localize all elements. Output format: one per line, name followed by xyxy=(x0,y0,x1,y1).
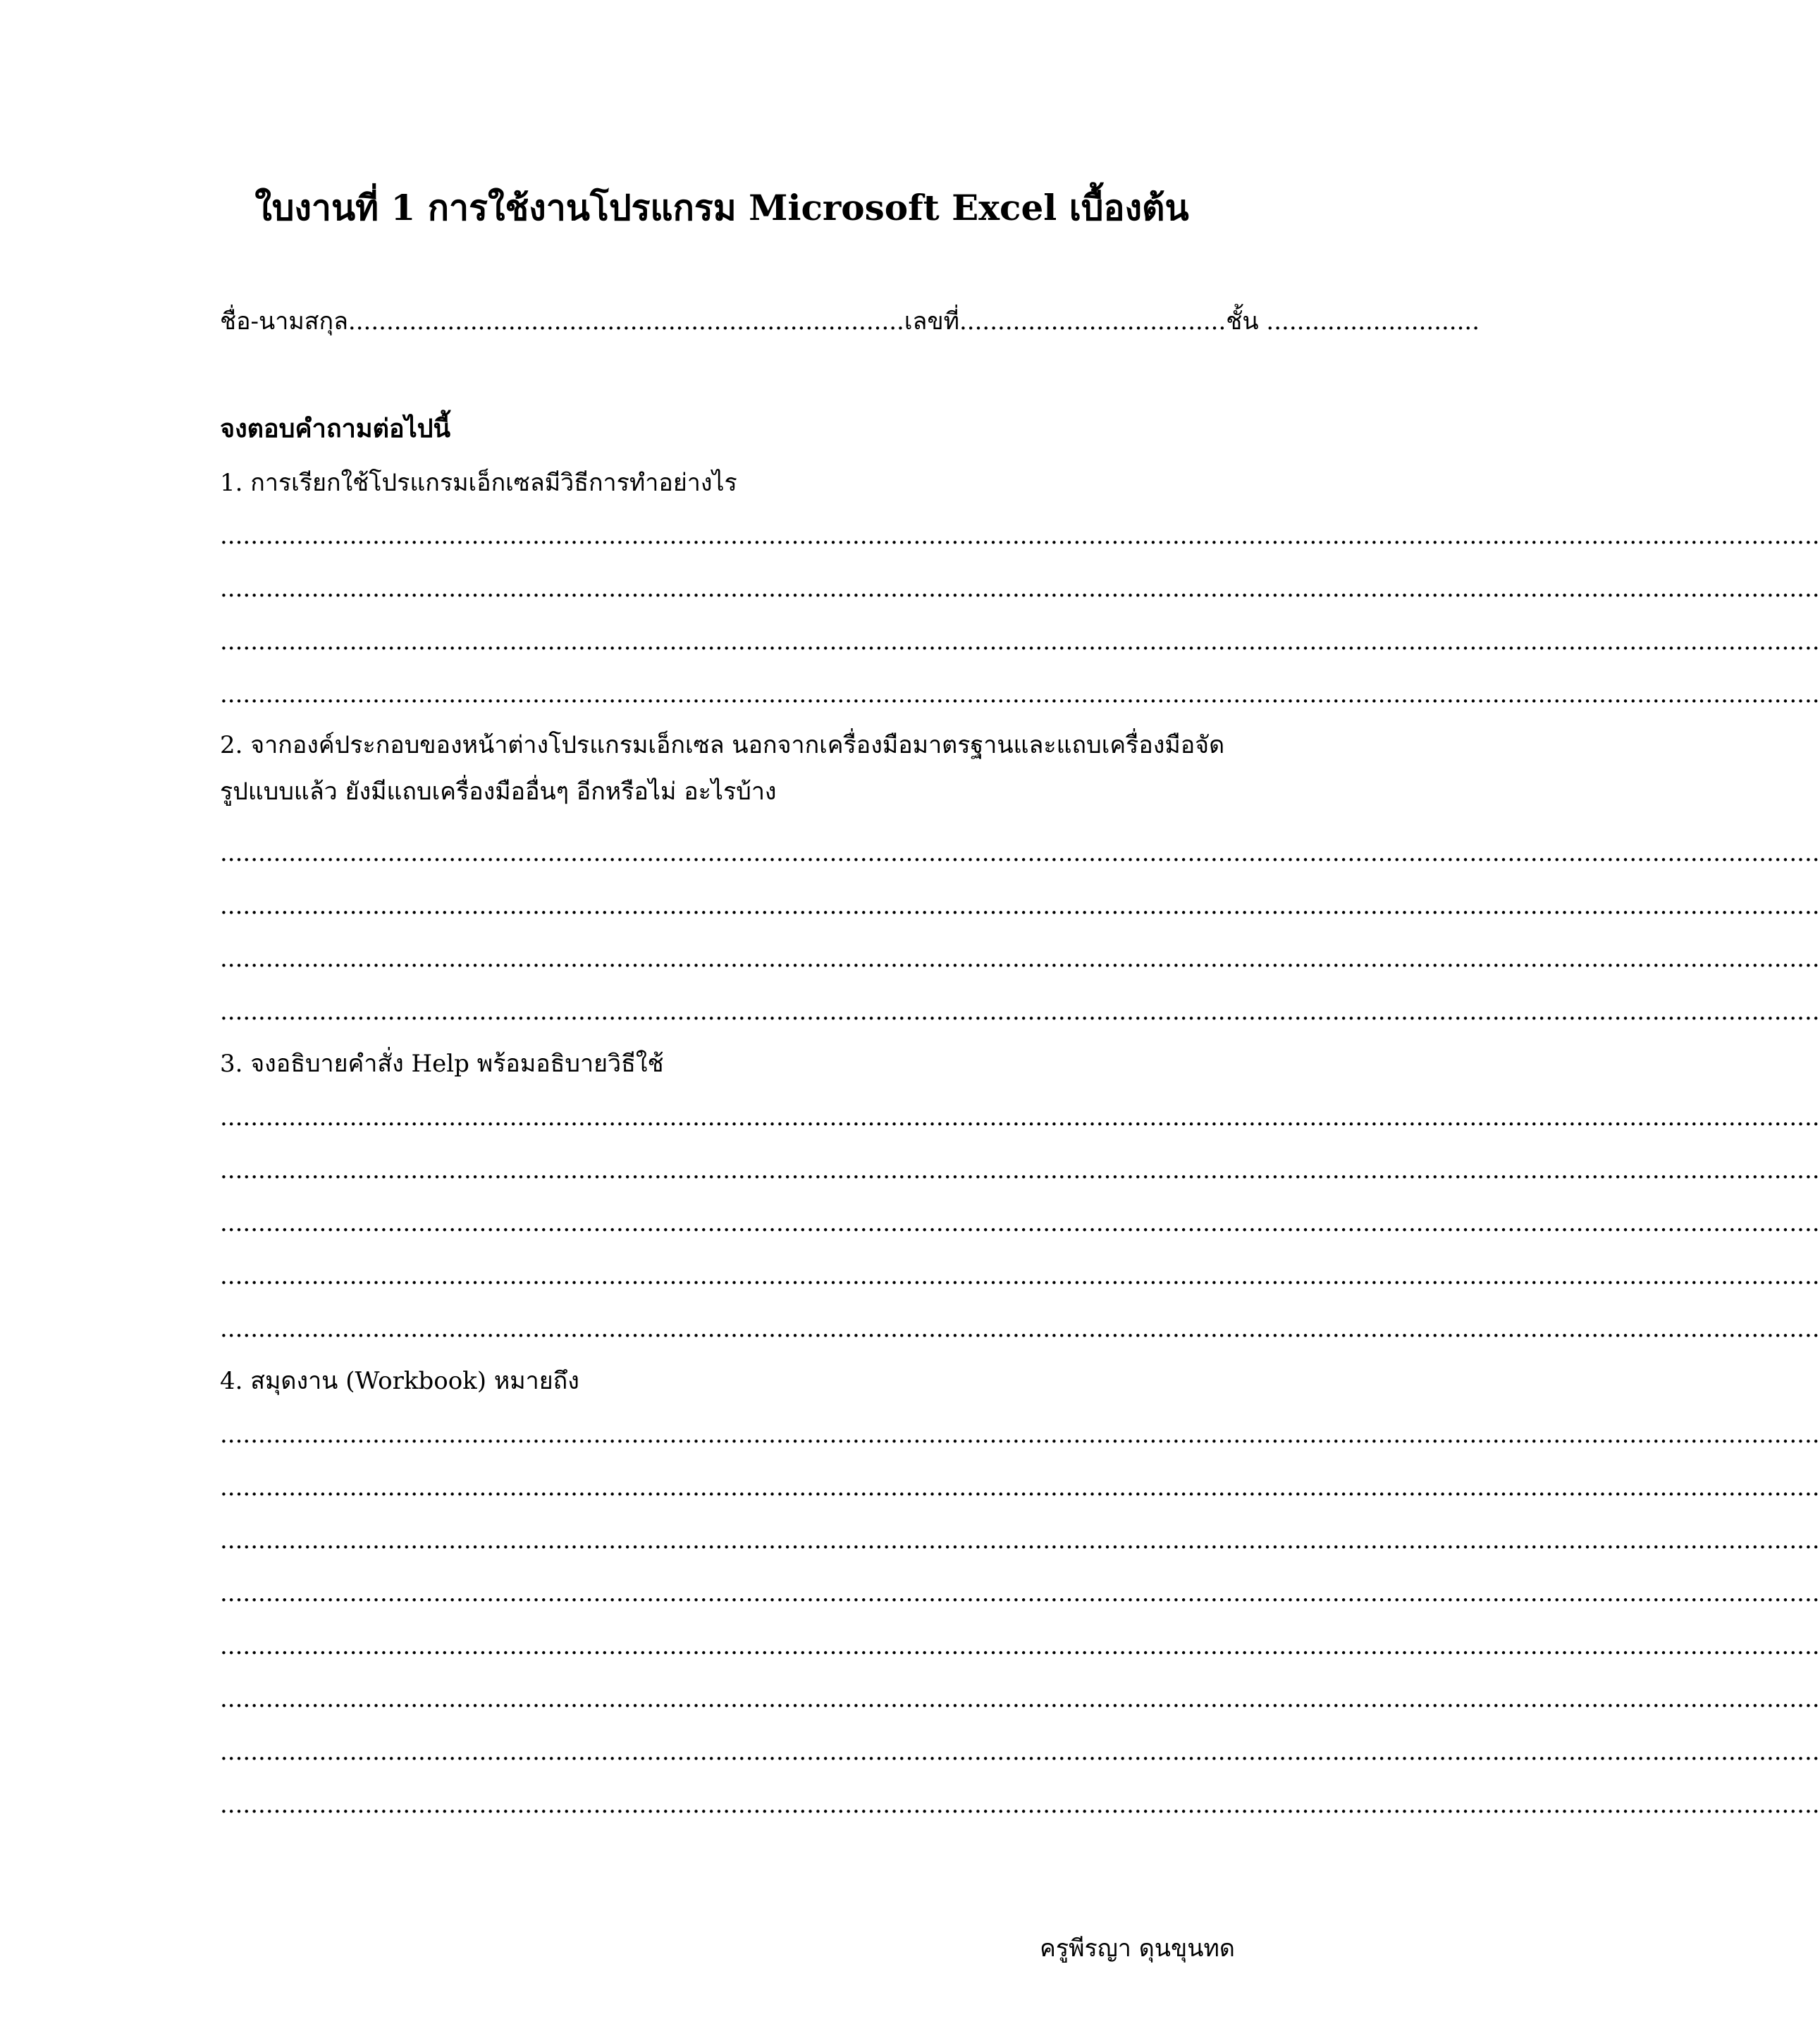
answer-line: .................................................................................................................................................................................................................. xyxy=(220,522,1820,550)
answer-line: .................................................................................................................................................................................................................. xyxy=(220,998,1820,1026)
question-3: 3. จงอธิบายคำสั่ง Help พร้อมอธิบายวิธีใช้ xyxy=(220,1050,664,1078)
page-title: ใบงานที่ 1 การใช้งานโปรแกรม Microsoft Excel เบื้องต้น xyxy=(254,187,1189,228)
answer-line: .................................................................................................................................................................................................................. xyxy=(220,892,1820,920)
number-label: เลขที่ xyxy=(904,307,959,336)
answer-line: .................................................................................................................................................................................................................. xyxy=(220,945,1820,973)
question-4: 4. สมุดงาน (Workbook) หมายถึง xyxy=(220,1367,579,1395)
answer-line: .................................................................................................................................................................................................................. xyxy=(220,627,1820,656)
name-blank: ......................................................................... xyxy=(348,307,904,336)
answer-line: .................................................................................................................................................................................................................. xyxy=(220,575,1820,603)
answer-line: .................................................................................................................................................................................................................. xyxy=(220,680,1820,708)
answer-line: .................................................................................................................................................................................................................. xyxy=(220,1579,1820,1607)
answer-line: .................................................................................................................................................................................................................. xyxy=(220,1103,1820,1131)
answer-line: .................................................................................................................................................................................................................. xyxy=(220,1738,1820,1766)
answer-line: .................................................................................................................................................................................................................. xyxy=(220,839,1820,867)
student-info-row xyxy=(220,300,1480,343)
class-label: ชั้น xyxy=(1226,307,1267,336)
question-1: 1. การเรียกใช้โปรแกรมเอ็กเซลมีวิธีการทำอย่างไร xyxy=(220,469,737,497)
answer-line: .................................................................................................................................................................................................................. xyxy=(220,1315,1820,1343)
instruction-heading: จงตอบคำถามต่อไปนี้ xyxy=(220,414,451,443)
answer-line: .................................................................................................................................................................................................................. xyxy=(220,1421,1820,1449)
answer-line: .................................................................................................................................................................................................................. xyxy=(220,1209,1820,1237)
number-blank: ................................... xyxy=(959,307,1226,336)
teacher-name: ครูพีรญา ดุนขุนทด xyxy=(1040,1934,1235,1963)
answer-line: .................................................................................................................................................................................................................. xyxy=(220,1262,1820,1290)
name-label: ชื่อ-นามสกุล xyxy=(220,307,348,336)
question-2: 2. จากองค์ประกอบของหน้าต่างโปรแกรมเอ็กเซล นอกจากเครื่องมือมาตรฐานและแถบเครื่องมือจัดรูปแบบแล้ว ยังมีแถบเครื่องมืออื่นๆ อีกหรือไม่ อะไรบ้าง xyxy=(220,731,1225,806)
answer-line: .................................................................................................................................................................................................................. xyxy=(220,1473,1820,1502)
answer-line: .................................................................................................................................................................................................................. xyxy=(220,1791,1820,1819)
answer-line: .................................................................................................................................................................................................................. xyxy=(220,1526,1820,1554)
answer-line: .................................................................................................................................................................................................................. xyxy=(220,1632,1820,1660)
class-blank: ............................ xyxy=(1266,307,1480,336)
answer-line: .................................................................................................................................................................................................................. xyxy=(220,1685,1820,1713)
answer-line: .................................................................................................................................................................................................................. xyxy=(220,1156,1820,1184)
